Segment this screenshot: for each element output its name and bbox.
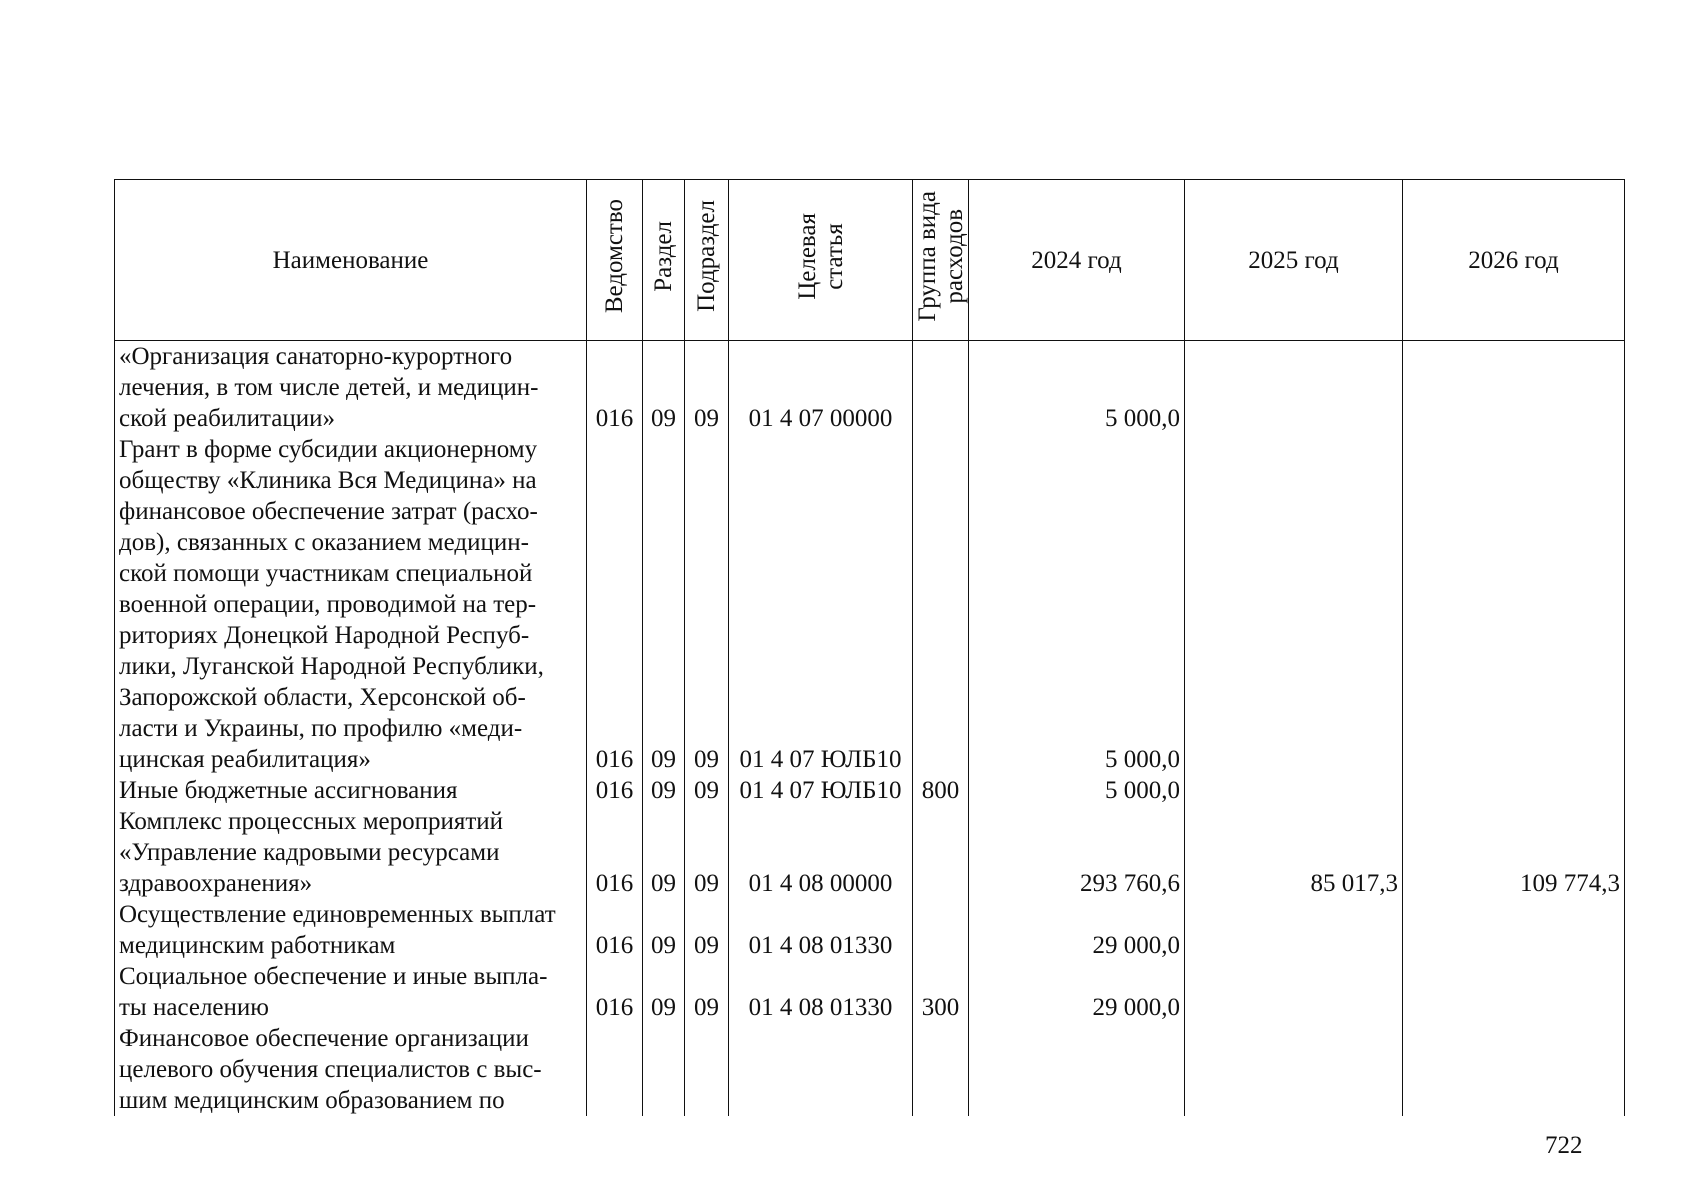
row-podrazdel: 09 bbox=[685, 961, 729, 1023]
row-2026 bbox=[1403, 434, 1625, 775]
row-gruppa bbox=[913, 341, 969, 435]
row-2026 bbox=[1403, 1023, 1625, 1116]
row-razdel: 09 bbox=[643, 434, 685, 775]
row-gruppa bbox=[913, 899, 969, 961]
row-celevaya-statya: 01 4 08 01330 bbox=[729, 961, 913, 1023]
header-2024: 2024 год bbox=[969, 180, 1185, 341]
row-gruppa: 800 bbox=[913, 775, 969, 806]
row-razdel: 09 bbox=[643, 775, 685, 806]
table-header-row bbox=[115, 180, 1625, 341]
table-row bbox=[115, 806, 1625, 899]
row-name: «Организация санаторно-курортного лечения, в том числе детей, и медицин- ской реабилитации» bbox=[115, 341, 587, 435]
row-podrazdel: 09 bbox=[685, 775, 729, 806]
row-2026 bbox=[1403, 775, 1625, 806]
row-name: Осуществление единовременных выплат медицинским работникам bbox=[115, 899, 587, 961]
row-name: Комплекс процессных мероприятий «Управление кадровыми ресурсами здравоохранения» bbox=[115, 806, 587, 899]
row-name: Иные бюджетные ассигнования bbox=[115, 775, 587, 806]
row-2024: 5 000,0 bbox=[969, 775, 1185, 806]
row-name: Грант в форме субсидии акционерному обществу «Клиника Вся Медицина» на финансовое обеспечение затрат (расхо- дов), связанных с оказанием медицин- ской помощи участникам специальной военной операции, проводимой на тер- риториях Донецкой Народной Респуб- лики, Луганской Народной Республики, Запорожской области, Херсонской об- ласти и Украины, по профилю «меди- цинская реабилитация» bbox=[115, 434, 587, 775]
budget-table bbox=[114, 179, 1625, 1116]
row-2024: 29 000,0 bbox=[969, 961, 1185, 1023]
row-2026 bbox=[1403, 341, 1625, 435]
row-gruppa bbox=[913, 434, 969, 775]
row-vedomstvo: 016 bbox=[587, 806, 643, 899]
row-podrazdel: 09 bbox=[685, 806, 729, 899]
row-2025 bbox=[1185, 961, 1403, 1023]
row-2024: 29 000,0 bbox=[969, 899, 1185, 961]
row-razdel: 09 bbox=[643, 961, 685, 1023]
header-vedomstvo: Ведомство bbox=[587, 180, 643, 341]
row-2025 bbox=[1185, 899, 1403, 961]
row-vedomstvo: 016 bbox=[587, 899, 643, 961]
row-name: Финансовое обеспечение организации целевого обучения специалистов с выс- шим медицинским образованием по bbox=[115, 1023, 587, 1116]
header-podrazdel: Подраздел bbox=[685, 180, 729, 341]
row-razdel: 09 bbox=[643, 341, 685, 435]
row-razdel bbox=[643, 1023, 685, 1116]
row-2025 bbox=[1185, 434, 1403, 775]
row-celevaya-statya: 01 4 08 01330 bbox=[729, 899, 913, 961]
row-vedomstvo bbox=[587, 1023, 643, 1116]
row-razdel: 09 bbox=[643, 899, 685, 961]
row-vedomstvo: 016 bbox=[587, 961, 643, 1023]
page-number: 722 bbox=[1545, 1132, 1583, 1159]
header-razdel: Раздел bbox=[643, 180, 685, 341]
row-vedomstvo: 016 bbox=[587, 775, 643, 806]
row-gruppa bbox=[913, 1023, 969, 1116]
row-vedomstvo: 016 bbox=[587, 341, 643, 435]
row-gruppa bbox=[913, 806, 969, 899]
header-2025: 2025 год bbox=[1185, 180, 1403, 341]
table-row bbox=[115, 1023, 1625, 1116]
row-razdel: 09 bbox=[643, 806, 685, 899]
table-row bbox=[115, 899, 1625, 961]
header-name: Наименование bbox=[115, 180, 587, 341]
row-2025 bbox=[1185, 341, 1403, 435]
row-2024: 5 000,0 bbox=[969, 434, 1185, 775]
row-podrazdel: 09 bbox=[685, 341, 729, 435]
table-row bbox=[115, 434, 1625, 775]
row-2026: 109 774,3 bbox=[1403, 806, 1625, 899]
row-2026 bbox=[1403, 899, 1625, 961]
table-row bbox=[115, 775, 1625, 806]
header-2026: 2026 год bbox=[1403, 180, 1625, 341]
row-2024: 5 000,0 bbox=[969, 341, 1185, 435]
row-name: Социальное обеспечение и иные выпла- ты населению bbox=[115, 961, 587, 1023]
row-2025: 85 017,3 bbox=[1185, 806, 1403, 899]
row-podrazdel: 09 bbox=[685, 899, 729, 961]
table-row bbox=[115, 961, 1625, 1023]
table-row bbox=[115, 341, 1625, 435]
row-celevaya-statya: 01 4 07 ЮЛБ10 bbox=[729, 434, 913, 775]
row-celevaya-statya: 01 4 08 00000 bbox=[729, 806, 913, 899]
row-vedomstvo: 016 bbox=[587, 434, 643, 775]
row-2025 bbox=[1185, 775, 1403, 806]
row-podrazdel: 09 bbox=[685, 434, 729, 775]
row-gruppa: 300 bbox=[913, 961, 969, 1023]
row-2026 bbox=[1403, 961, 1625, 1023]
header-gruppa-vida-rashodov: Группа вида расходов bbox=[913, 180, 969, 341]
row-2025 bbox=[1185, 1023, 1403, 1116]
header-celevaya-statya: Целевая статья bbox=[729, 180, 913, 341]
row-podrazdel bbox=[685, 1023, 729, 1116]
row-celevaya-statya: 01 4 07 ЮЛБ10 bbox=[729, 775, 913, 806]
row-2024: 293 760,6 bbox=[969, 806, 1185, 899]
row-celevaya-statya: 01 4 07 00000 bbox=[729, 341, 913, 435]
row-2024 bbox=[969, 1023, 1185, 1116]
row-celevaya-statya bbox=[729, 1023, 913, 1116]
